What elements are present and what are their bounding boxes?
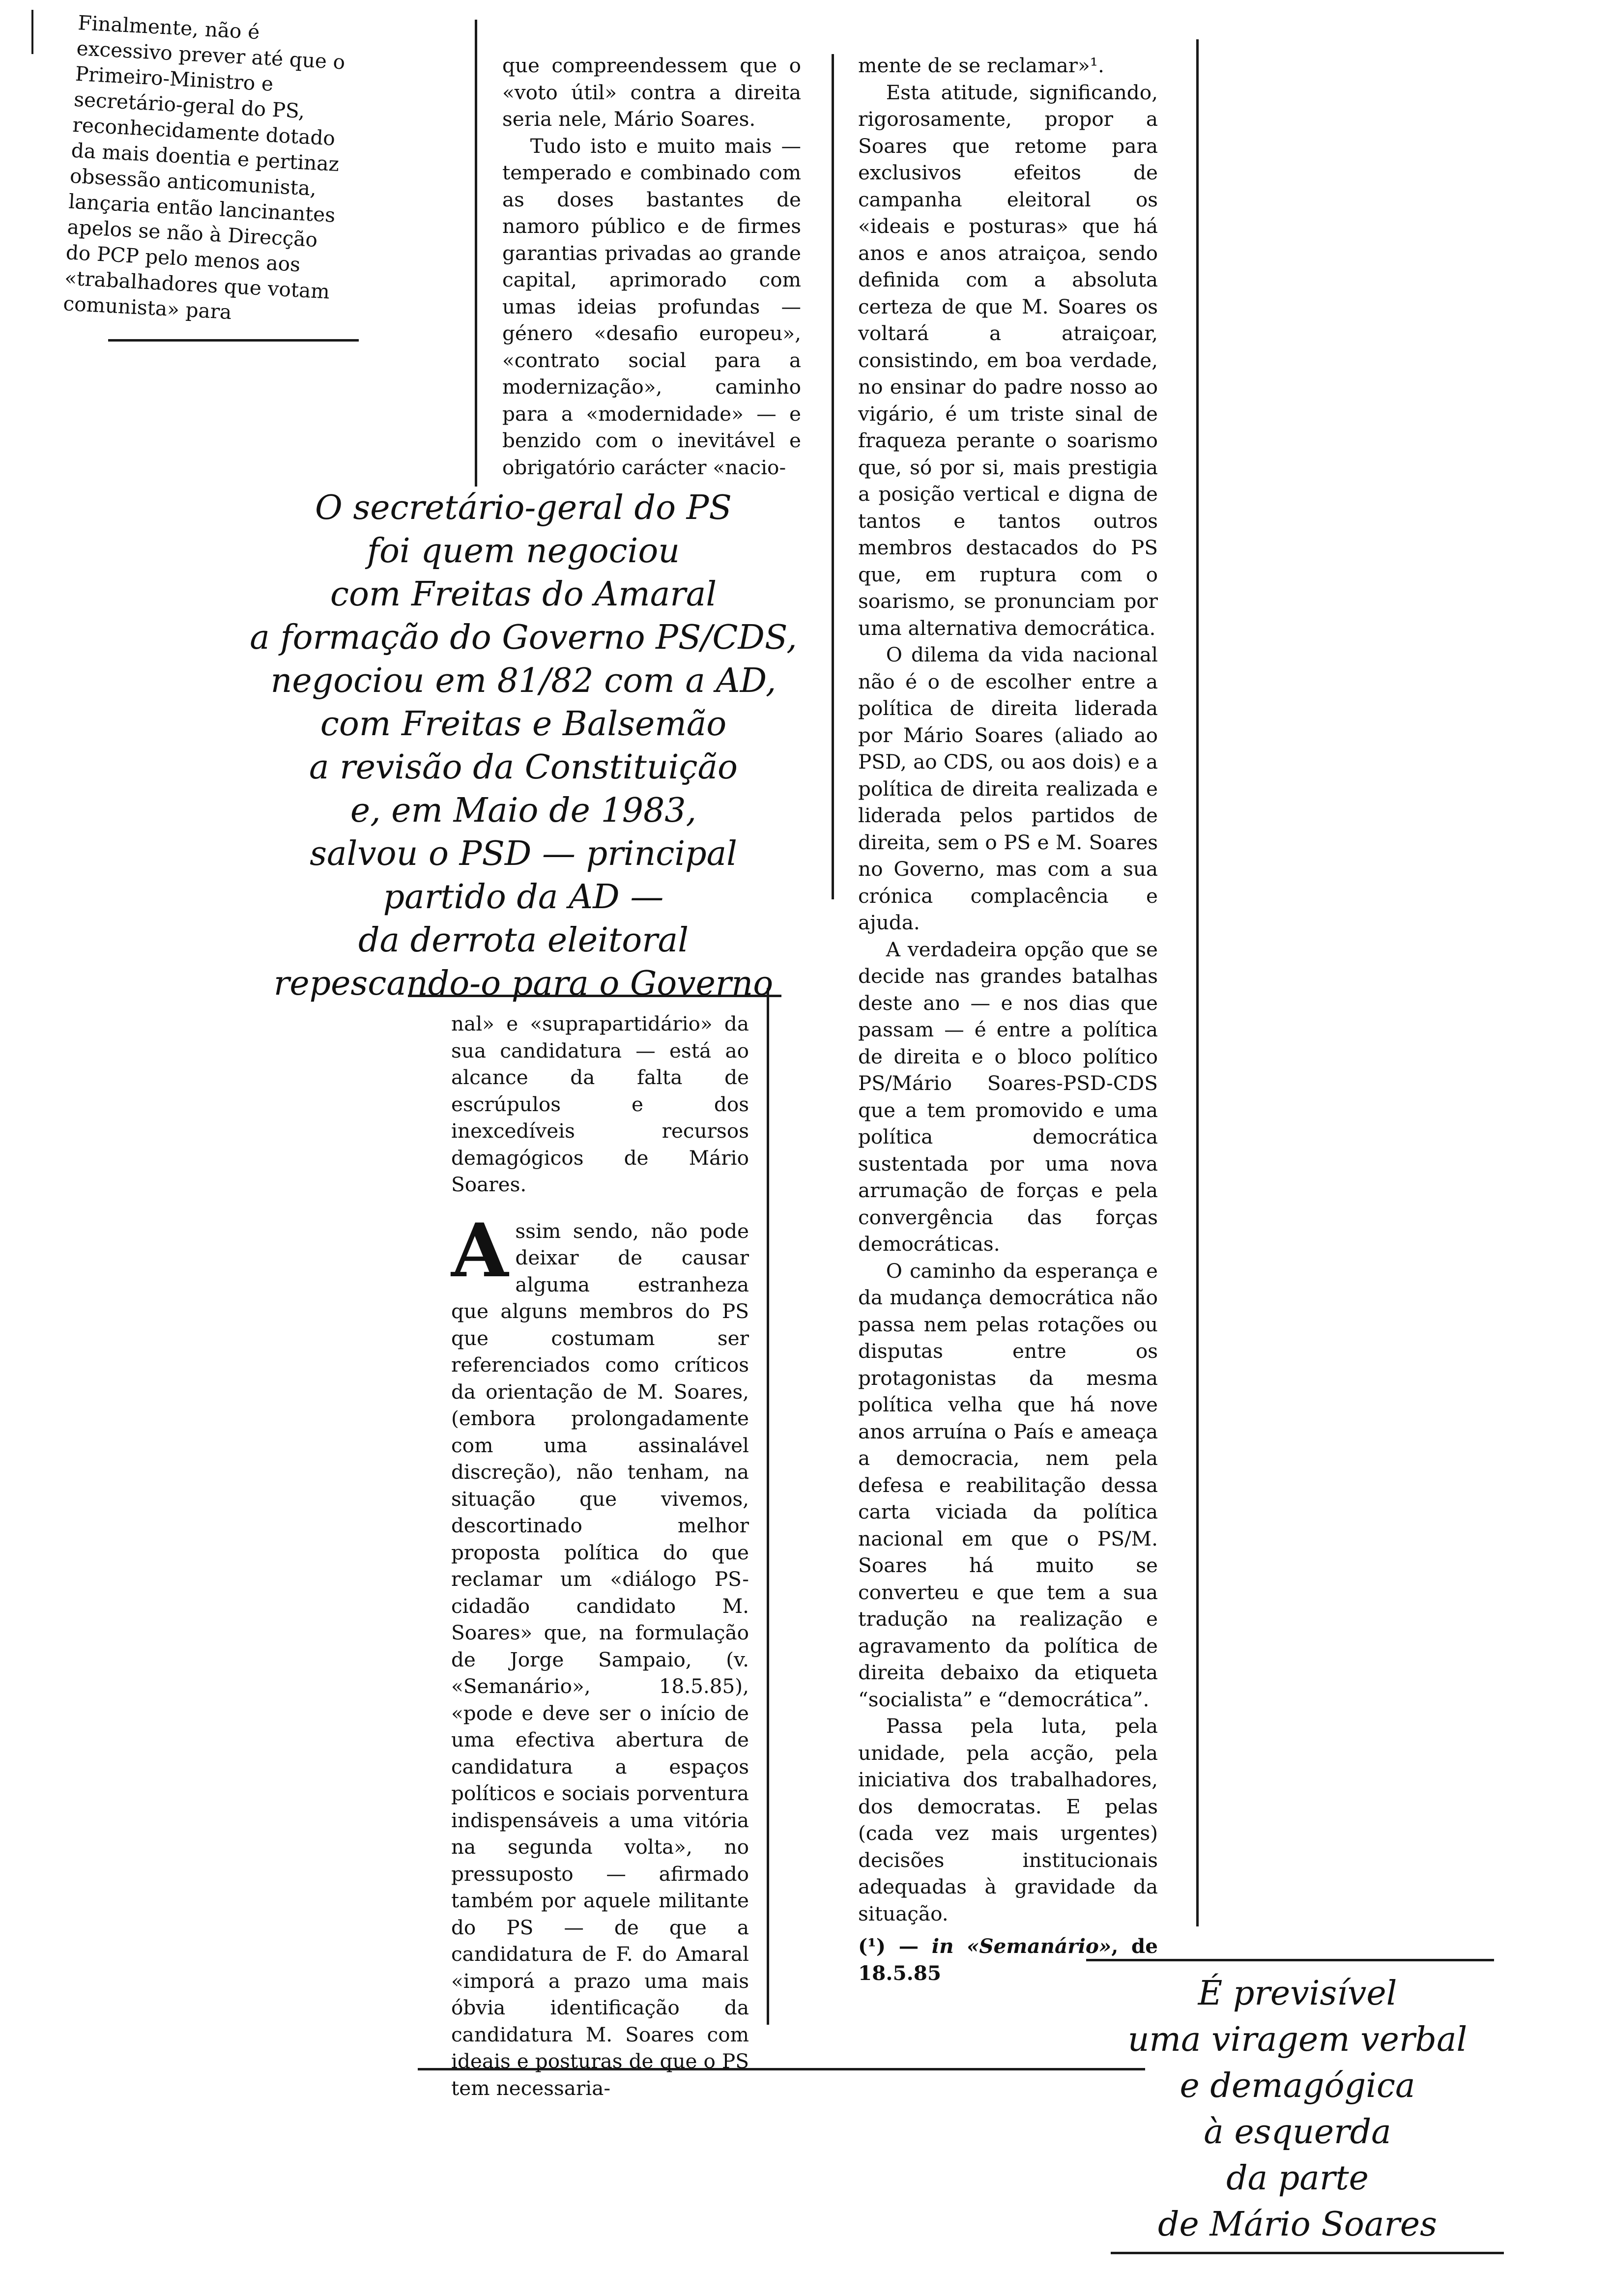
paragraph: mente de se reclamar»¹. <box>858 54 1104 77</box>
column-rule-4 <box>1196 39 1199 1926</box>
pull-quote-line: com Freitas e Balsemão <box>320 705 727 744</box>
pull-quote-line: repescando-o para o Governo <box>273 964 774 1003</box>
pull-quote-secondary <box>1081 1971 1514 2248</box>
footnote-marker: (¹) — <box>858 1934 919 1958</box>
footnote-source: in «Semanário» <box>931 1934 1112 1958</box>
paragraph-dropcap <box>451 1207 749 2102</box>
paragraph: Esta atitude, significando, rigorosamente, propor a Soares que retome para exclusivos efeitos de campanha eleitoral os «ideais e posturas» que há anos e anos atraiçoa, sendo definida com a absoluta certeza de que M. Soares os voltará a atraiçoar, consistindo, em boa verdade, no ensinar do padre nosso ao vigário, é um triste sinal de fraqueza perante o soarismo que, só por si, mais prestigia a posição vertical e digna de tantos e tantos outros membros destacados do PS que, em ruptura com o soarismo, se pronunciam por uma alternativa democrática. <box>858 80 1158 640</box>
pull-quote-line: da derrota eleitoral <box>358 921 689 960</box>
column-rule-2 <box>832 54 834 899</box>
pull-quote-line: O secretário-geral do PS <box>315 488 732 527</box>
paragraph: O dilema da vida nacional não é o de escolher entre a política de direita liderada por Mário Soares (aliado ao PSD, ao CDS, ou aos dois) e a política de direita realizada e liderada pelos partidos de direita, sem o PS e M. Soares no Governo, mas com a sua crónica complacência e ajuda. <box>858 643 1158 934</box>
pull-quote-line: da parte <box>1226 2159 1369 2198</box>
pull-quote-line: É previsível <box>1198 1974 1397 2013</box>
pull-quote-line: a revisão da Constituição <box>309 748 738 787</box>
pull-quote-line: partido da AD — <box>383 878 664 917</box>
pull-quote-line: e demagógica <box>1180 2066 1415 2105</box>
paragraph: Passa pela luta, pela unidade, pela acção, pela iniciativa dos trabalhadores, dos democratas. E pelas (cada vez mais urgentes) decisões institucionais adequadas à gravidade da situação. <box>858 1714 1158 1925</box>
pull-quote-line: a formação do Governo PS/CDS, <box>250 618 797 657</box>
pull-quote-line: negociou em 81/82 com a AD, <box>270 661 777 700</box>
pull-quote-line: com Freitas do Amaral <box>330 575 717 614</box>
pull-quote-line: à esquerda <box>1204 2113 1391 2152</box>
pull-quote-main <box>216 487 831 1005</box>
drop-cap: A <box>451 1207 509 1294</box>
pull-quote-line: foi quem negociou <box>367 532 680 571</box>
rule-below-pullquote-2 <box>1111 2252 1504 2254</box>
article-column-b <box>502 52 801 481</box>
rule-under-col-a <box>108 339 359 342</box>
paragraph: O caminho da esperança e da mudança democrática não passa nem pelas rotações ou disputas entre os protagonistas da mesma política velha que há nove anos arruína o País e ameaça a democracia, nem pela defesa e reabilitação dessa carta viciada da política nacional em que o PS/M. Soares há muito se converteu e que tem a sua tradução na realização e agravamento da política de direita debaixo da etiqueta “socialista” e “democrática”. <box>858 1259 1158 1711</box>
paragraph: nal» e «suprapartidário» da sua candidatura — está ao alcance da falta de escrúpulos e dos inexcedíveis recursos demagógicos de Mário Soares. <box>451 1012 749 1196</box>
footnote-date: , de 18.5.85 <box>858 1934 1158 1985</box>
paragraph: Finalmente, não é excessivo prever até que o Primeiro-Ministro e secretário-geral do PS, reconhecidamente dotado da mais doentia e pertinaz obsessão anticomunista, lançaria então lancinantes apelos se não à Direcção do PCP pelo menos aos «trabalhadores que votam comunista» para <box>62 10 346 324</box>
column-rule-3 <box>767 988 769 2025</box>
paragraph: que compreendessem que o «voto útil» contra a direita seria nele, Mário Soares. <box>502 54 801 131</box>
paragraph: Tudo isto e muito mais — temperado e combinado com as doses bastantes de namoro público e de firmes garantias privadas ao grande capital, aprimorado com umas ideias profundas — género «desafio europeu», «contrato social para a modernização», caminho para a «modernidade» — e benzido com o inevitável e obrigatório carácter «nacio- <box>502 134 801 479</box>
paragraph-text: ssim sendo, não pode deixar de causar alguma estranheza que alguns membros do PS que costumam ser referenciados como críticos da orientação de M. Soares, (embora prolongadamente com uma assinalável discreção), não tenham, na situação que vivemos, descortinado melhor proposta política do que reclamar um «diálogo PS-cidadão candidato M. Soares» que, na formulação de Jorge Sampaio, (v. «Semanário», 18.5.85), «pode e deve ser o início de uma efectiva abertura de candidatura a espaços políticos e sociais porventura indispensáveis a uma vitória na segunda volta», no pressuposto — afirmado também por aquele militante do PS — de que a candidatura de F. do Amaral «imporá a prazo uma mais óbvia identificação da candidatura M. Soares com ideais e posturas de que o PS tem necessaria- <box>451 1219 749 2100</box>
pull-quote-line: de Mário Soares <box>1157 2205 1438 2244</box>
pull-quote-line: uma viragem verbal <box>1127 2020 1468 2059</box>
column-rule-1 <box>475 20 477 487</box>
pull-quote-line: salvou o PSD — principal <box>310 834 737 873</box>
article-column-c <box>451 1010 749 2101</box>
article-column-a <box>62 10 353 330</box>
paragraph: A verdadeira opção que se decide nas grandes batalhas deste ano — e nos dias que passam — é entre a política de direita e o bloco político PS/Mário Soares-PSD-CDS que a tem promovido e uma política democrática sustentada por uma nova arrumação de forças e pela convergência das forças democráticas. <box>858 937 1158 1256</box>
column-rule-left <box>31 10 33 54</box>
article-column-d <box>858 52 1158 1986</box>
pull-quote-line: e, em Maio de 1983, <box>350 791 697 830</box>
